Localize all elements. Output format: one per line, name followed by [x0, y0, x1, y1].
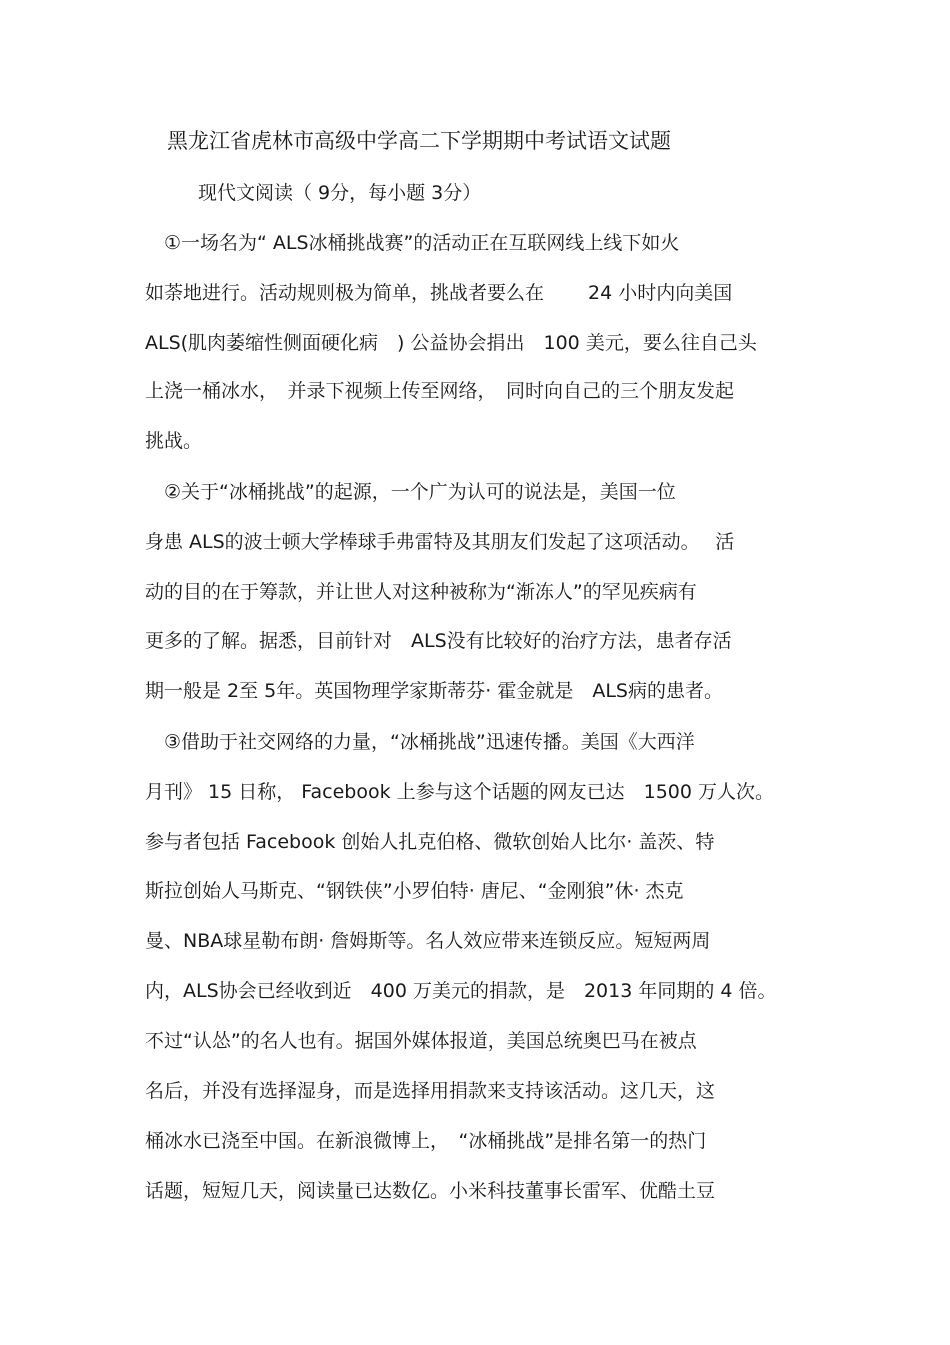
paragraph-line: ②关于“冰桶挑战”的起源，一个广为认可的说法是，美国一位: [145, 481, 676, 503]
paragraph-line: 内，ALS协会已经收到近 400 万美元的捐款，是 2013 年同期的 4 倍。: [145, 980, 777, 1002]
paragraph-line: 桶冰水已浇至中国。在新浪微博上， “冰桶挑战”是排名第一的热门: [145, 1130, 707, 1152]
paragraph-line: 身患 ALS的波士顿大学棒球手弗雷特及其朋友们发起了这项活动。 活: [145, 531, 735, 553]
paragraph-line: 更多的了解。据悉，目前针对 ALS没有比较好的治疗方法，患者存活: [145, 630, 732, 652]
paragraph-line: 挑战。: [145, 430, 203, 452]
paragraph-line: 参与者包括 Facebook 创始人扎克伯格、微软创始人比尔· 盖茨、特: [145, 831, 715, 853]
paragraph-line: 动的目的在于筹款，并让世人对这种被称为“渐冻人”的罕见疾病有: [145, 581, 697, 603]
paragraph-line: ③借助于社交网络的力量，“冰桶挑战”迅速传播。美国《大西洋: [145, 731, 695, 753]
section-heading: 现代文阅读（ 9分，每小题 3分）: [198, 182, 482, 204]
document-title: 黑龙江省虎林市高级中学高二下学期期中考试语文试题: [167, 129, 671, 153]
paragraph-line: ①一场名为“ ALS冰桶挑战赛”的活动正在互联网线上线下如火: [145, 232, 680, 254]
paragraph-line: 如荼地进行。活动规则极为简单，挑战者要么在 24 小时内向美国: [145, 282, 733, 304]
paragraph-line: 曼、NBA球星勒布朗· 詹姆斯等。名人效应带来连锁反应。短短两周: [145, 930, 711, 952]
paragraph-line: 期一般是 2至 5年。英国物理学家斯蒂芬· 霍金就是 ALS病的患者。: [145, 680, 723, 702]
paragraph-line: 话题，短短几天，阅读量已达数亿。小米科技董事长雷军、优酷土豆: [145, 1180, 716, 1202]
paragraph-line: ALS(肌肉萎缩性侧面硬化病 ) 公益协会捐出 100 美元，要么往自己头: [145, 332, 757, 354]
paragraph-line: 不过“认怂”的名人也有。据国外媒体报道，美国总统奥巴马在被点: [145, 1030, 697, 1052]
paragraph-line: 月刊》 15 日称， Facebook 上参与这个话题的网友已达 1500 万人次。: [145, 781, 775, 803]
paragraph-line: 上浇一桶冰水， 并录下视频上传至网络， 同时向自己的三个朋友发起: [145, 380, 735, 402]
paragraph-line: 名后，并没有选择湿身，而是选择用捐款来支持该活动。这几天，这: [145, 1080, 716, 1102]
paragraph-line: 斯拉创始人马斯克、“钢铁侠”小罗伯特· 唐尼、“金刚狼”休· 杰克: [145, 880, 684, 902]
